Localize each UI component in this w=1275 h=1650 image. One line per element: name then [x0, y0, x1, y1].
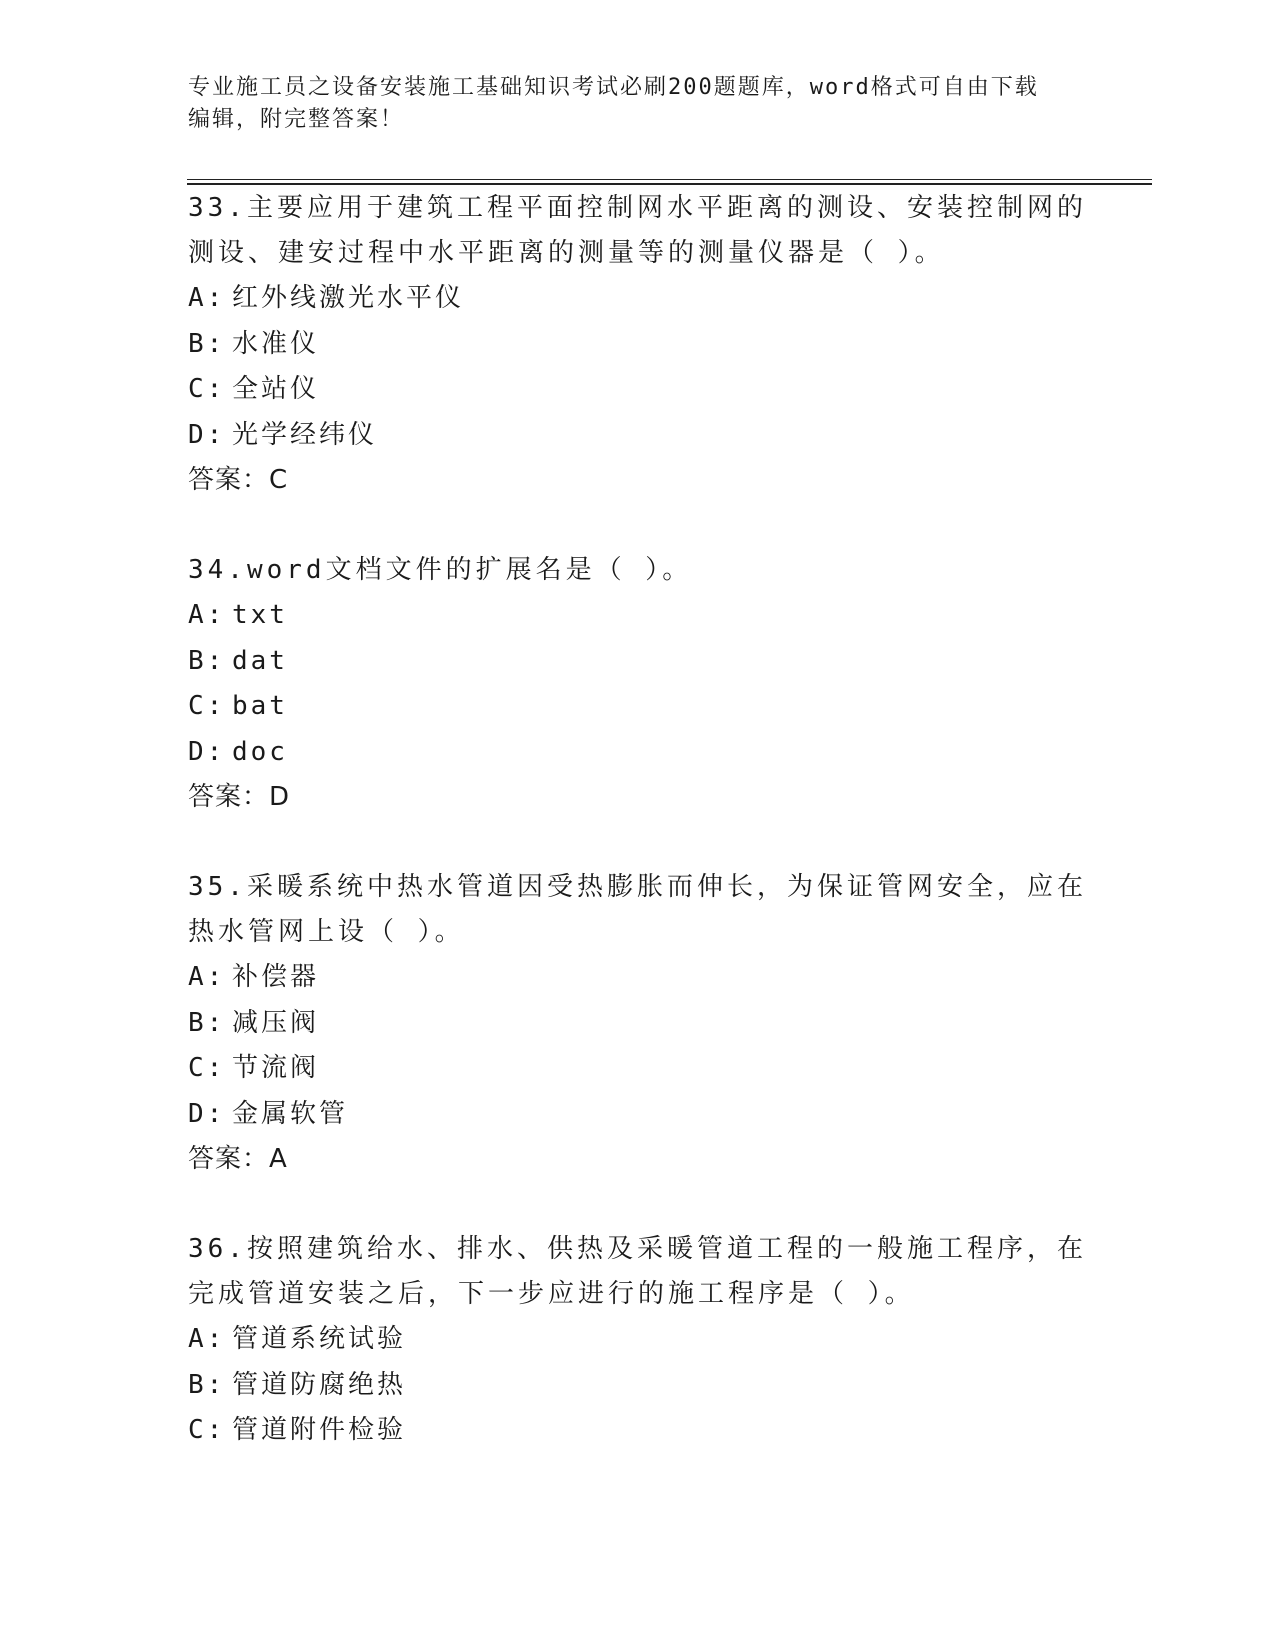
header-divider-thick — [187, 183, 1152, 185]
answer-key: 答案：C — [188, 465, 289, 495]
header-divider-thin — [187, 179, 1152, 180]
option-letter: A: — [188, 962, 226, 992]
answer-option — [188, 322, 1088, 368]
option-text: 光学经纬仪 — [232, 419, 378, 450]
answer-option — [188, 1092, 1088, 1138]
option-letter: B: — [188, 328, 226, 359]
answer-key: 答案：A — [188, 1144, 288, 1174]
option-letter: B: — [188, 1369, 226, 1400]
document-header — [188, 72, 1088, 136]
option-letter: D: — [188, 419, 226, 450]
answer-option — [188, 730, 1088, 776]
answer-option — [188, 1046, 1088, 1092]
answer-option — [188, 684, 1088, 730]
option-letter: D: — [188, 1098, 226, 1129]
option-letter: A: — [188, 600, 226, 630]
question-stem: 34.word文档文件的扩展名是（ ）。 — [188, 555, 693, 585]
option-letter: C: — [188, 1053, 226, 1083]
answer-key: 答案：D — [188, 782, 291, 812]
question-stem: 35.采暖系统中热水管道因受热膨胀而伸长，为保证管网安全，应在热水管网上设（ ）。 — [188, 872, 1087, 947]
option-text: 节流阀 — [232, 1053, 320, 1083]
option-text: 减压阀 — [232, 1007, 320, 1038]
option-text: 补偿器 — [232, 962, 320, 992]
option-letter: C: — [188, 1415, 226, 1445]
header-line-2: 编辑，附完整答案！ — [188, 107, 405, 132]
option-letter: B: — [188, 645, 226, 676]
option-text: dat — [232, 645, 288, 676]
option-text: 管道系统试验 — [232, 1324, 407, 1354]
option-text: 管道防腐绝热 — [232, 1369, 407, 1400]
option-text: bat — [232, 691, 288, 721]
option-letter: C: — [188, 374, 226, 404]
answer-option — [188, 367, 1088, 413]
option-letter: A: — [188, 1324, 226, 1354]
answer-option — [188, 1001, 1088, 1047]
option-text: txt — [232, 600, 288, 630]
header-line-1: 专业施工员之设备安装施工基础知识考试必刷200题题库，word格式可自由下载 — [188, 75, 1039, 100]
option-text: 水准仪 — [232, 328, 320, 359]
option-letter: B: — [188, 1007, 226, 1038]
option-letter: C: — [188, 691, 226, 721]
option-text: 管道附件检验 — [232, 1415, 407, 1445]
answer-option — [188, 1363, 1088, 1409]
answer-option — [188, 413, 1088, 459]
question-block — [188, 1227, 1088, 1454]
question-block — [188, 186, 1088, 502]
question-block — [188, 548, 1088, 819]
option-text: 全站仪 — [232, 374, 320, 404]
answer-option — [188, 1408, 1088, 1454]
answer-option — [188, 276, 1088, 322]
question-stem: 36.按照建筑给水、排水、供热及采暖管道工程的一般施工程序，在完成管道安装之后，下一步应进行的施工程序是（ ）。 — [188, 1234, 1087, 1309]
option-text: doc — [232, 736, 288, 767]
question-stem: 33.主要应用于建筑工程平面控制网水平距离的测设、安装控制网的测设、建安过程中水平距离的测量等的测量仪器是（ ）。 — [188, 193, 1087, 268]
option-text: 金属软管 — [232, 1098, 349, 1129]
answer-option — [188, 593, 1088, 639]
option-text: 红外线激光水平仪 — [232, 283, 465, 313]
option-letter: D: — [188, 736, 226, 767]
answer-option — [188, 955, 1088, 1001]
question-list — [188, 186, 1088, 1500]
option-letter: A: — [188, 283, 226, 313]
answer-option — [188, 639, 1088, 685]
answer-option — [188, 1317, 1088, 1363]
question-block — [188, 865, 1088, 1181]
